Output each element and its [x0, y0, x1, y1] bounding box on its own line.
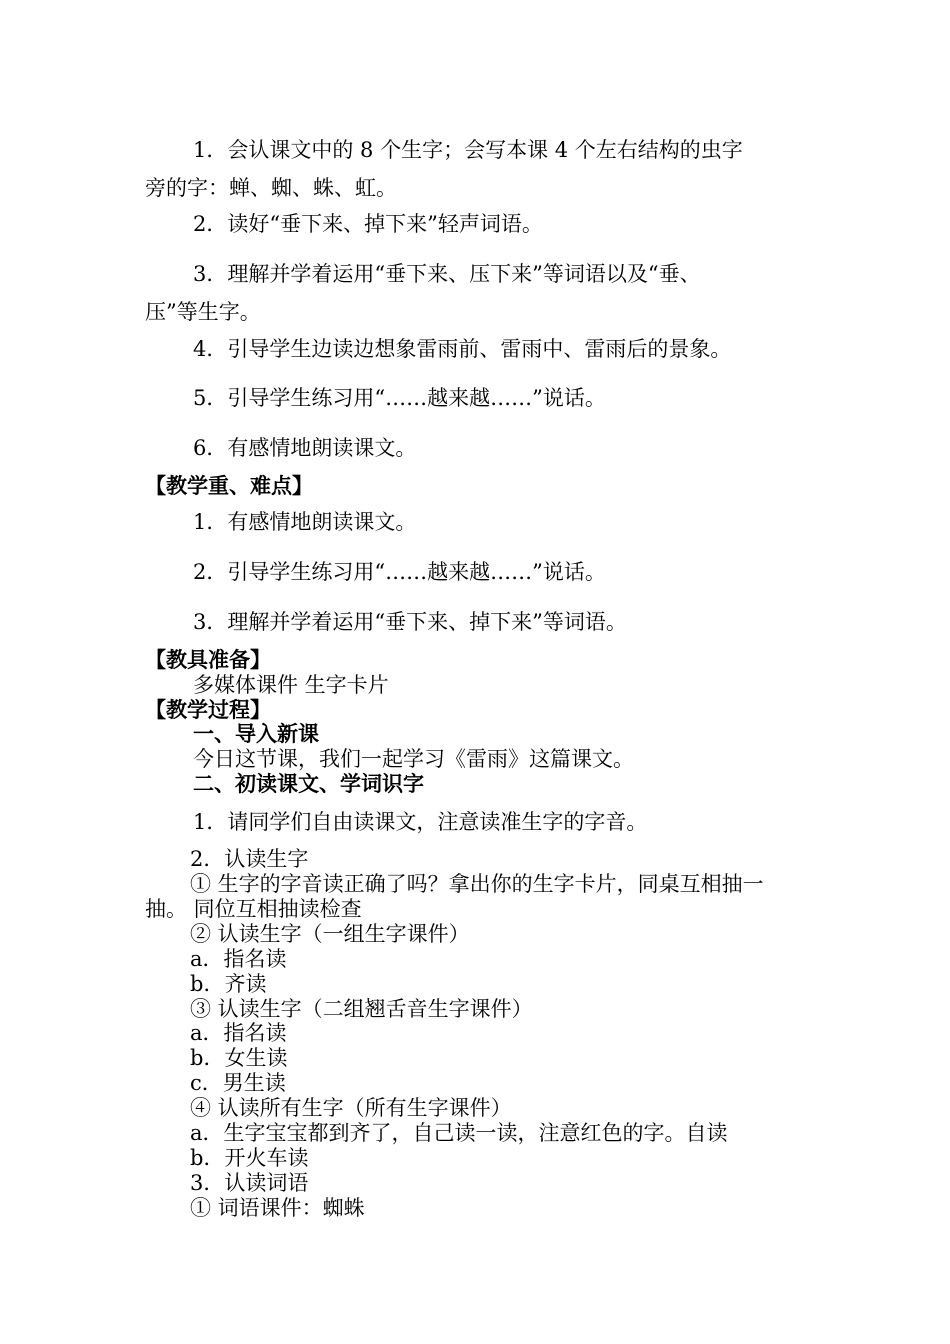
objective-1-line-1: 1．会认课文中的 8 个生字；会写本课 4 个左右结构的虫字 — [193, 138, 743, 162]
process-heading: 【教学过程】 — [145, 697, 271, 722]
objective-3-line-2: 压”等生字。 — [145, 300, 261, 324]
step-3-1: ① 词语课件：蜘蛛 — [190, 1196, 365, 1220]
materials-heading: 【教具准备】 — [145, 647, 271, 672]
step-1: 1．请同学们自由读课文，注意读准生字的字音。 — [193, 810, 648, 834]
step-3: 3．认读词语 — [190, 1171, 309, 1195]
step-2-1-line-2: 抽。 同位互相抽读检查 — [145, 897, 362, 921]
objective-4: 4．引导学生边读边想象雷雨前、雷雨中、雷雨后的景象。 — [193, 337, 732, 361]
objective-6: 6．有感情地朗读课文。 — [193, 436, 417, 460]
section-1-title: 一、导入新课 — [193, 721, 319, 746]
step-2-2-b: b．齐读 — [190, 972, 267, 996]
step-2-4-a: a．生字宝宝都到齐了，自己读一读，注意红色的字。自读 — [190, 1121, 728, 1145]
step-2-3-a: a．指名读 — [190, 1021, 287, 1045]
step-2-4-b: b．开火车读 — [190, 1146, 309, 1170]
objective-1-line-2: 旁的字：蝉、蜘、蛛、虹。 — [145, 176, 397, 200]
section-1-text: 今日这节课，我们一起学习《雷雨》这篇课文。 — [193, 747, 634, 771]
materials-content: 多媒体课件 生字卡片 — [193, 673, 389, 697]
step-2-3-c: c．男生读 — [190, 1071, 286, 1095]
step-2-2-a: a．指名读 — [190, 947, 287, 971]
section-2-title: 二、初读课文、学词识字 — [193, 771, 424, 796]
step-2-1-line-1: ① 生字的字音读正确了吗？拿出你的生字卡片，同桌互相抽一 — [190, 872, 764, 896]
step-2: 2．认读生字 — [190, 847, 309, 871]
key-point-1: 1．有感情地朗读课文。 — [193, 510, 417, 534]
key-point-2: 2．引导学生练习用“……越来越……”说话。 — [193, 560, 606, 584]
objective-2: 2．读好“垂下来、掉下来”轻声词语。 — [193, 212, 543, 236]
step-2-3: ③ 认读生字（二组翘舌音生字课件） — [190, 997, 533, 1021]
step-2-2: ② 认读生字（一组生字课件） — [190, 922, 470, 946]
step-2-4: ④ 认读所有生字（所有生字课件） — [190, 1096, 512, 1120]
objective-3-line-1: 3．理解并学着运用“垂下来、压下来”等词语以及“垂、 — [193, 262, 701, 286]
objective-5: 5．引导学生练习用“……越来越……”说话。 — [193, 386, 606, 410]
key-point-3: 3．理解并学着运用“垂下来、掉下来”等词语。 — [193, 610, 627, 634]
key-points-heading: 【教学重、难点】 — [145, 473, 313, 498]
step-2-3-b: b．女生读 — [190, 1046, 288, 1070]
